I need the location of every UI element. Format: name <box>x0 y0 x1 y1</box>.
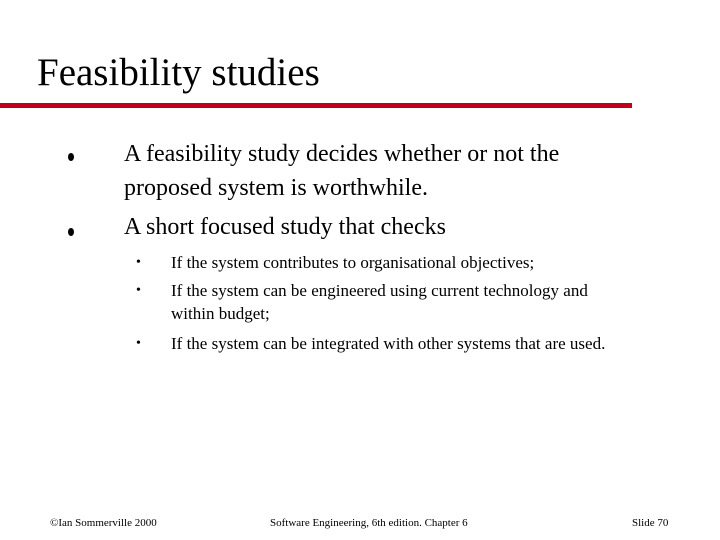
sub-bullet-text: If the system contributes to organisational objectives; <box>171 253 535 272</box>
sub-bullet-dot: • <box>136 336 141 351</box>
sub-bullet-text: If the system can be integrated with other systems that are used. <box>171 334 606 353</box>
bullet-dot <box>68 153 74 161</box>
bullet-dot <box>68 228 74 236</box>
footer-book-reference: Software Engineering, 6th edition. Chapter 6 <box>270 517 468 529</box>
title-underline <box>0 103 632 108</box>
sub-bullet-dot: • <box>136 255 141 270</box>
bullet-text: A feasibility study decides whether or not the <box>124 141 560 167</box>
sub-bullet-text: If the system can be engineered using current technology and <box>171 281 588 300</box>
footer-copyright: ©Ian Sommerville 2000 <box>50 517 157 529</box>
bullet-text: proposed system is worthwhile. <box>124 175 428 201</box>
bullet-text: A short focused study that checks <box>124 214 446 240</box>
sub-bullet-text: within budget; <box>171 304 270 323</box>
footer-slide-number: Slide 70 <box>632 517 669 529</box>
sub-bullet-dot: • <box>136 283 141 298</box>
slide-title: Feasibility studies <box>37 51 320 94</box>
